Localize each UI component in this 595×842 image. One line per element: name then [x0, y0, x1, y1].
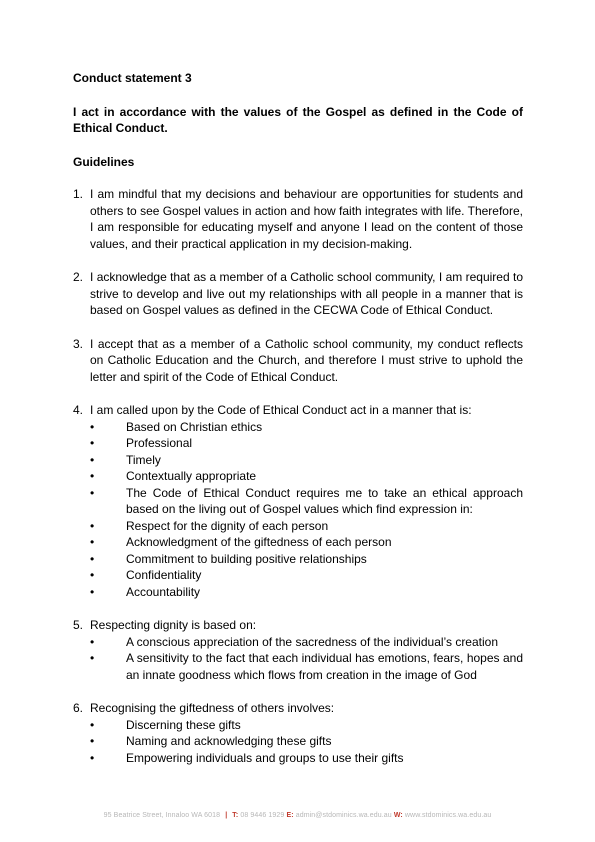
bullet-text: Accountability — [126, 584, 201, 599]
document-body — [73, 70, 523, 783]
bullet-item — [90, 750, 523, 767]
bullet-icon: • — [90, 551, 95, 566]
bullet-item — [90, 650, 523, 683]
footer-address: 95 Beatrice Street, Innaloo WA 6018 — [103, 812, 221, 819]
bullet-icon: • — [90, 717, 95, 732]
bullet-icon: • — [90, 518, 95, 533]
guideline-text: I acknowledge that as a member of a Catholic school community, I am required to strive to develop and live out my relationships with all people in a manner that is based on Gospel values as defined in the CECWA Code of Ethical Conduct. — [90, 270, 523, 317]
bullet-text: Confidentiality — [126, 568, 202, 582]
conduct-statement-text: I act in accordance with the values of the Gospel as defined in the Code of Ethical Conduct. — [73, 104, 523, 135]
bullet-item — [90, 485, 523, 518]
guideline-item-1 — [73, 186, 523, 252]
bullet-list — [90, 634, 523, 684]
guideline-item-2 — [73, 269, 523, 319]
guideline-item-6 — [73, 700, 523, 766]
bullet-icon: • — [90, 584, 95, 599]
bullet-text: A conscious appreciation of the sacredness of the individual’s creation — [126, 634, 499, 649]
bullet-list — [90, 717, 523, 767]
footer-separator: | — [225, 812, 228, 819]
bullet-text: A sensitivity to the fact that each individual has emotions, fears, hopes and an innate goodness which flows from creation in the image of God — [126, 651, 523, 682]
bullet-icon: • — [90, 634, 95, 649]
bullet-icon: • — [90, 436, 95, 450]
guideline-number: 5. — [73, 618, 84, 632]
guidelines-list — [73, 186, 523, 766]
bullet-icon: • — [90, 485, 95, 500]
footer-web-label: W: — [393, 812, 403, 819]
bullet-icon: • — [90, 734, 95, 748]
guideline-item-5 — [73, 617, 523, 683]
bullet-item — [90, 452, 523, 469]
bullet-icon: • — [90, 568, 95, 582]
guideline-text: I am mindful that my decisions and behaviour are opportunities for students and others to see Gospel values in action and how faith integrates with life. Therefore, I am responsible for educating myself and anyone I lead on the content of those values, and their practical application in my decision-making. — [90, 187, 523, 251]
bullet-text: Discerning these gifts — [126, 717, 241, 732]
guideline-number: 3. — [73, 336, 84, 351]
bullet-item — [90, 468, 523, 485]
guideline-text: Respecting dignity is based on: — [90, 618, 257, 632]
guideline-item-3 — [73, 336, 523, 386]
bullet-list — [90, 419, 523, 601]
bullet-icon: • — [90, 535, 95, 549]
bullet-icon: • — [90, 651, 95, 665]
footer-web: www.stdominics.wa.edu.au — [404, 812, 492, 819]
bullet-text: Empowering individuals and groups to use their gifts — [126, 750, 404, 765]
footer-email: admin@stdominics.wa.edu.au — [295, 812, 392, 819]
guideline-number: 1. — [73, 187, 84, 201]
guideline-text: I accept that as a member of a Catholic school community, my conduct reflects on Catholic Education and the Church, and therefore I must strive to uphold the letter and spirit of the Code of Ethical Conduct. — [90, 336, 523, 384]
bullet-text: Naming and acknowledging these gifts — [126, 734, 332, 748]
bullet-text: Based on Christian ethics — [126, 419, 263, 434]
bullet-text: Commitment to building positive relationships — [126, 551, 367, 566]
footer-email-label: E: — [286, 812, 294, 819]
bullet-icon: • — [90, 469, 95, 483]
bullet-item — [90, 518, 523, 535]
guideline-number: 4. — [73, 403, 84, 417]
guideline-number: 2. — [73, 270, 84, 284]
page-footer — [0, 812, 595, 819]
bullet-icon: • — [90, 750, 95, 765]
bullet-text: Professional — [126, 436, 193, 450]
bullet-text: Respect for the dignity of each person — [126, 518, 329, 533]
bullet-icon: • — [90, 419, 95, 434]
bullet-text: The Code of Ethical Conduct requires me to take an ethical approach based on the living out of Gospel values which find expression in: — [126, 485, 523, 516]
bullet-item — [90, 551, 523, 568]
bullet-item — [90, 733, 523, 750]
bullet-item — [90, 584, 523, 601]
footer-phone: 08 9446 1929 — [240, 812, 285, 819]
conduct-statement-heading: Conduct statement 3 — [73, 71, 192, 85]
bullet-text: Acknowledgment of the giftedness of each person — [126, 535, 392, 549]
bullet-item — [90, 435, 523, 452]
bullet-item — [90, 534, 523, 551]
bullet-text: Contextually appropriate — [126, 469, 257, 483]
guideline-text: I am called upon by the Code of Ethical Conduct act in a manner that is: — [90, 403, 472, 417]
bullet-icon: • — [90, 452, 95, 467]
bullet-item — [90, 419, 523, 436]
bullet-item — [90, 717, 523, 734]
guidelines-title: Guidelines — [73, 154, 135, 169]
bullet-item — [90, 567, 523, 584]
bullet-text: Timely — [126, 452, 161, 467]
guideline-number: 6. — [73, 701, 84, 715]
guideline-text: Recognising the giftedness of others involves: — [90, 701, 335, 715]
footer-phone-label: T: — [232, 812, 239, 819]
guideline-item-4 — [73, 402, 523, 600]
bullet-item — [90, 634, 523, 651]
